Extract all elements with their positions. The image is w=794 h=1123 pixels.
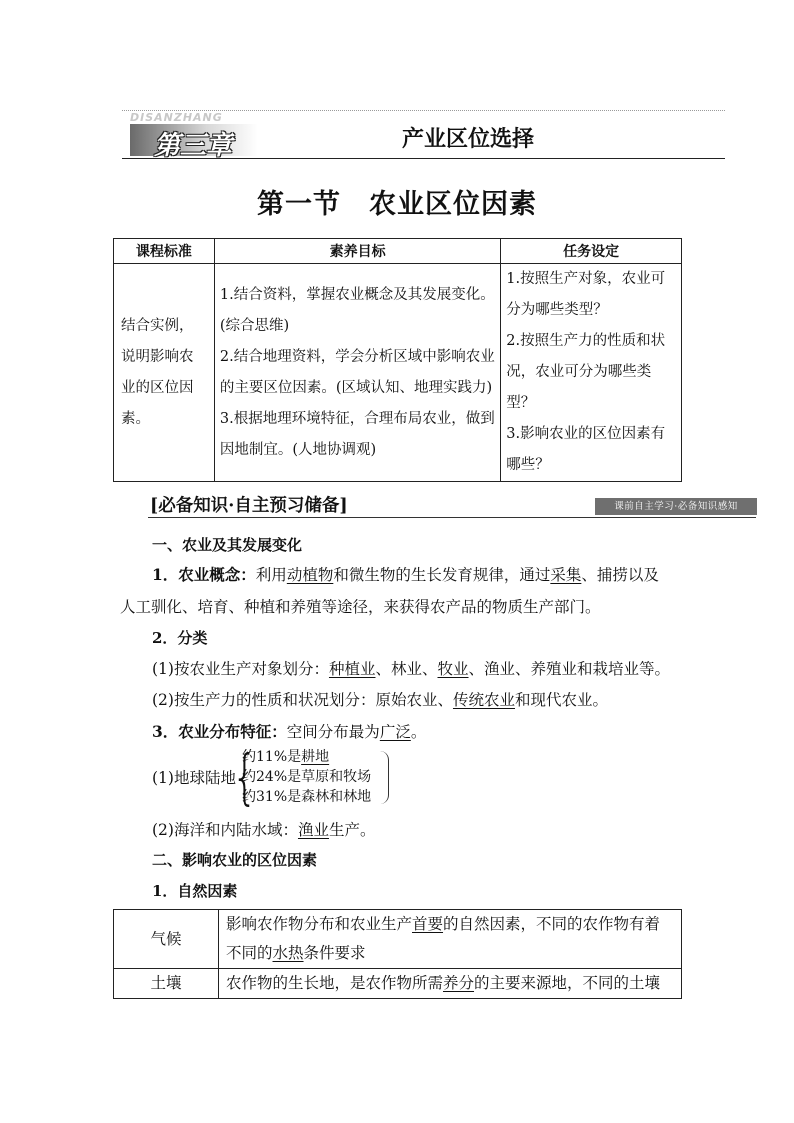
blank-answer: 牧业 [437,660,469,678]
text-span: (2)按生产力的性质和状况划分：原始农业、 [152,691,453,709]
heading-natural-factors: 1．自然因素 [152,882,238,900]
chapter-badge [130,124,258,161]
text-span: 、渔业、养殖业和栽培业等。 [468,660,671,678]
text-span: 的自然因素，不同的农作物有着 [443,915,661,933]
factor-name: 气候 [114,910,219,969]
factor-description [219,969,682,999]
text-span: 、林业、 [375,660,438,678]
literacy-goals-cell [214,264,500,482]
blank-answer: 广泛 [379,723,411,741]
blank-answer: 种植业 [328,660,376,678]
blank-answer: 传统农业 [452,691,515,709]
text-span: (1)按农业生产对象划分： [152,660,329,678]
literacy-goal: 1.结合资料，掌握农业概念及其发展变化。(综合思维) [219,286,495,334]
objectives-table [113,238,682,482]
land-item [242,767,371,787]
land-label: (1)地球陆地 [152,769,236,787]
blank-answer: 耕地 [301,749,330,765]
land-item [242,787,371,807]
text-span: 约31%是森林和林地 [242,789,372,805]
section-banner-tag: 课前自主学习·必备知识感知 [595,498,757,515]
header-literacy-goals: 素养目标 [214,239,500,264]
objectives-body-row [114,264,682,482]
chapter-title: 产业区位选择 [402,126,535,152]
distribution-label: 3．农业分布特征： [152,722,287,741]
left-brace: { [232,743,258,813]
blank-answer: 水热 [272,944,304,962]
tasks-cell [501,264,682,482]
text-span: 约11%是 [242,749,302,765]
text-span: 不同的 [226,944,273,962]
text-span: 的主要来源地，不同的土壤 [474,974,661,992]
paragraph-concept-line2: 人工驯化、培育、种植和养殖等途径，来获得农产品的物质生产部门。 [120,598,601,616]
task-item: 1.按照生产对象，农业可分为哪些类型？ [506,271,666,318]
heading-location-factors: 二、影响农业的区位因素 [152,851,318,869]
literacy-goal: 2.结合地理资料，学会分析区域中影响农业的主要区位因素。(区域认知、地理实践力) [219,348,495,396]
heading-classification: 2．分类 [152,629,208,647]
paragraph-classification-object [152,657,670,679]
heading-agriculture-development: 一、农业及其发展变化 [152,536,303,554]
text-span: 利用 [255,566,287,584]
text-span: 、捕捞以及 [581,566,659,584]
course-standard-cell [114,264,215,482]
header-course-standard: 课程标准 [114,239,215,264]
natural-factors-table [113,909,682,999]
section-title: 第一节 农业区位因素 [257,189,537,220]
chapter-badge-text: 第三章 [154,131,233,161]
paragraph-distribution [152,720,426,742]
section-banner-rule [148,517,756,518]
factor-description [219,910,682,969]
text-span: 约24%是草原和牧场 [242,769,372,785]
factor-row-climate [114,910,682,969]
blank-answer: 首要 [412,915,444,933]
text-span: 影响农作物分布和农业生产 [226,915,413,933]
blank-answer: 动植物 [286,566,334,584]
right-brace [380,751,389,804]
land-items [242,747,371,807]
text-span: 和现代农业。 [514,691,608,709]
blank-answer: 养分 [443,974,475,992]
text-span: 生产。 [328,821,376,839]
factor-name: 土壤 [114,969,219,999]
text-span: (2)海洋和内陆水域： [152,821,298,839]
objectives-header-row [114,239,682,264]
paragraph-concept-line1 [152,563,659,585]
text-span: 。 [410,723,427,741]
task-item: 3.影响农业的区位因素有哪些？ [506,426,666,473]
course-standard-text: 结合实例，说明影响农业的区位因素。 [121,317,194,427]
text-span: 农作物的生长地，是农作物所需 [226,974,444,992]
header-rule [122,158,725,159]
section-banner-title: [必备知识·自主预习储备] [150,496,348,516]
chapter-pinyin: DISANZHANG [130,111,223,124]
concept-label: 1．农业概念： [152,565,256,584]
blank-answer: 渔业 [297,821,329,839]
factor-row-soil [114,969,682,999]
text-span: 条件要求 [303,944,366,962]
literacy-goal: 3.根据地理环境特征，合理布局农业，做到因地制宜。(人地协调观) [219,410,495,458]
blank-answer: 采集 [550,566,582,584]
text-span: 空间分布最为 [286,723,380,741]
land-item [242,747,371,767]
paragraph-classification-productivity [152,688,608,710]
text-span: 和微生物的生长发育规律，通过 [333,566,551,584]
paragraph-water [152,818,376,840]
header-tasks: 任务设定 [501,239,682,264]
task-item: 2.按照生产力的性质和状况，农业可分为哪些类型？ [506,333,666,411]
